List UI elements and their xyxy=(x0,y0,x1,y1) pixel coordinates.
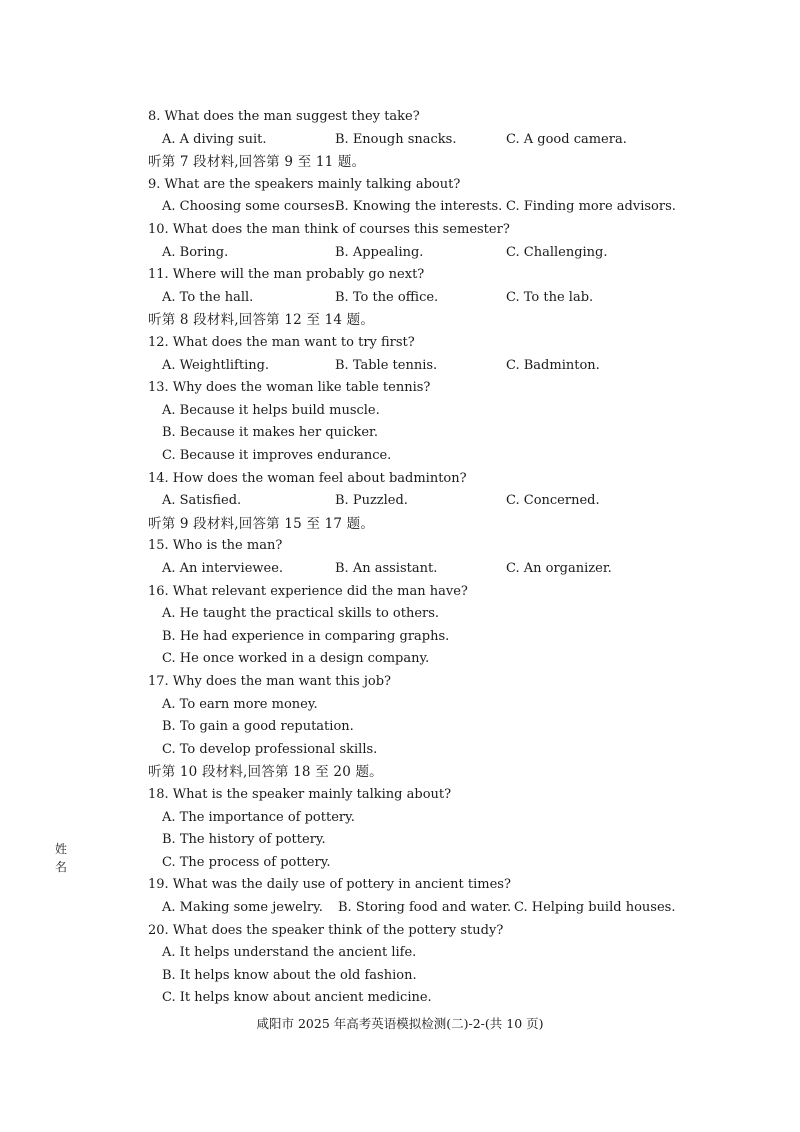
answer-options-row xyxy=(0,355,800,377)
answer-option-line xyxy=(0,445,800,467)
answer-option: C. He once worked in a design company. xyxy=(162,651,430,667)
answer-option: B. It helps know about the old fashion. xyxy=(162,967,417,983)
question-text: 12. What does the man want to try first? xyxy=(148,335,415,350)
answer-option-line xyxy=(0,422,800,444)
question-stem xyxy=(0,535,800,557)
question-stem xyxy=(0,264,800,286)
answer-option: A. Making some jewelry. xyxy=(162,900,323,915)
answer-option: B. Enough snacks. xyxy=(335,131,457,147)
answer-option: B. An assistant. xyxy=(335,561,438,576)
answer-option: A. A diving suit. xyxy=(162,131,267,147)
answer-options-row xyxy=(0,129,800,151)
answer-option: B. The history of pottery. xyxy=(162,832,326,848)
answer-option-line xyxy=(0,626,800,648)
question-stem xyxy=(0,581,800,603)
section-instruction xyxy=(0,513,800,535)
question-stem xyxy=(0,468,800,490)
question-stem xyxy=(0,671,800,693)
answer-option-line xyxy=(0,648,800,670)
answer-option: A. The importance of pottery. xyxy=(162,809,355,825)
question-stem xyxy=(0,106,800,128)
section-instruction xyxy=(0,761,800,783)
answer-option-line xyxy=(0,694,800,716)
section-instruction xyxy=(0,151,800,173)
question-text: 14. How does the woman feel about badminton? xyxy=(148,470,467,486)
answer-option: B. Puzzled. xyxy=(335,493,408,509)
question-text: 13. Why does the woman like table tennis? xyxy=(148,380,431,396)
question-stem xyxy=(0,219,800,241)
answer-option-line xyxy=(0,965,800,987)
question-text: 10. What does the man think of courses this semester? xyxy=(148,222,510,237)
question-stem xyxy=(0,784,800,806)
answer-option: B. Knowing the interests. xyxy=(335,199,503,215)
section-instruction xyxy=(0,309,800,331)
answer-option: C. Finding more advisors. xyxy=(506,199,676,215)
answer-option-line xyxy=(0,852,800,874)
answer-option: C. It helps know about ancient medicine. xyxy=(162,990,432,1006)
answer-option: C. An organizer. xyxy=(506,561,612,576)
question-text: 11. Where will the man probably go next? xyxy=(148,267,425,283)
answer-option-line xyxy=(0,739,800,761)
section-instruction-text: 听第 7 段材料,回答第 9 至 11 题。 xyxy=(148,154,366,171)
answer-option-line xyxy=(0,716,800,738)
answer-option: B. Storing food and water. xyxy=(338,900,512,915)
answer-option: A. He taught the practical skills to others. xyxy=(162,606,440,622)
answer-option: C. Badminton. xyxy=(506,357,600,373)
section-instruction-text: 听第 8 段材料,回答第 12 至 14 题。 xyxy=(148,312,375,329)
answer-option: A. To the hall. xyxy=(162,289,254,305)
answer-option: A. Boring. xyxy=(162,244,229,260)
answer-option-line xyxy=(0,942,800,964)
answer-options-row xyxy=(0,287,800,309)
answer-option: B. To gain a good reputation. xyxy=(162,719,354,735)
answer-option: A. Satisfied. xyxy=(162,493,242,509)
answer-option: C. To develop professional skills. xyxy=(162,741,378,757)
question-stem xyxy=(0,377,800,399)
answer-option: C. A good camera. xyxy=(506,131,627,147)
answer-options-row xyxy=(0,897,800,919)
question-text: 18. What is the speaker mainly talking about? xyxy=(148,787,452,802)
answer-option: C. Challenging. xyxy=(506,244,608,260)
margin-name-mark xyxy=(54,840,68,876)
answer-option: C. The process of pottery. xyxy=(162,854,331,870)
question-text: 19. What was the daily use of pottery in ancient times? xyxy=(148,877,511,893)
answer-option: B. Appealing. xyxy=(335,244,424,260)
answer-option: B. To the office. xyxy=(335,289,439,305)
question-text: 8. What does the man suggest they take? xyxy=(148,109,420,124)
section-instruction-text: 听第 10 段材料,回答第 18 至 20 题。 xyxy=(148,764,383,781)
answer-option-line xyxy=(0,987,800,1009)
question-stem xyxy=(0,174,800,196)
section-instruction-text: 听第 9 段材料,回答第 15 至 17 题。 xyxy=(148,515,375,532)
answer-option: C. To the lab. xyxy=(506,289,594,305)
answer-option: A. Because it helps build muscle. xyxy=(162,402,380,418)
answer-option: A. An interviewee. xyxy=(162,561,284,576)
question-text: 9. What are the speakers mainly talking about? xyxy=(148,176,461,192)
question-stem xyxy=(0,920,800,942)
answer-option-line xyxy=(0,807,800,829)
answer-option-line xyxy=(0,829,800,851)
answer-options-row xyxy=(0,490,800,512)
answer-option-line xyxy=(0,603,800,625)
question-text: 16. What relevant experience did the man have? xyxy=(148,583,468,599)
answer-option-line xyxy=(0,400,800,422)
question-text: 15. Who is the man? xyxy=(148,538,283,554)
margin-char: 名 xyxy=(54,860,67,874)
answer-option: A. To earn more money. xyxy=(162,696,318,712)
question-text: 17. Why does the man want this job? xyxy=(148,674,391,689)
answer-option: A. Choosing some courses. xyxy=(162,199,339,215)
answer-option: A. Weightlifting. xyxy=(162,357,270,373)
margin-char: 姓 xyxy=(54,842,67,856)
answer-option: B. Table tennis. xyxy=(335,357,438,373)
answer-option: C. Helping build houses. xyxy=(514,900,676,915)
answer-option: B. He had experience in comparing graphs. xyxy=(162,628,450,644)
answer-options-row xyxy=(0,242,800,264)
question-stem xyxy=(0,332,800,354)
answer-option: C. Concerned. xyxy=(506,493,600,509)
answer-options-row xyxy=(0,196,800,218)
answer-option: A. It helps understand the ancient life. xyxy=(162,945,417,961)
page-footer: 咸阳市 2025 年高考英语模拟检测(二)-2-(共 10 页) xyxy=(256,1016,544,1031)
answer-option: B. Because it makes her quicker. xyxy=(162,425,378,441)
answer-options-row xyxy=(0,558,800,580)
answer-option: C. Because it improves endurance. xyxy=(162,448,392,463)
question-text: 20. What does the speaker think of the pottery study? xyxy=(148,922,504,938)
question-stem xyxy=(0,874,800,896)
